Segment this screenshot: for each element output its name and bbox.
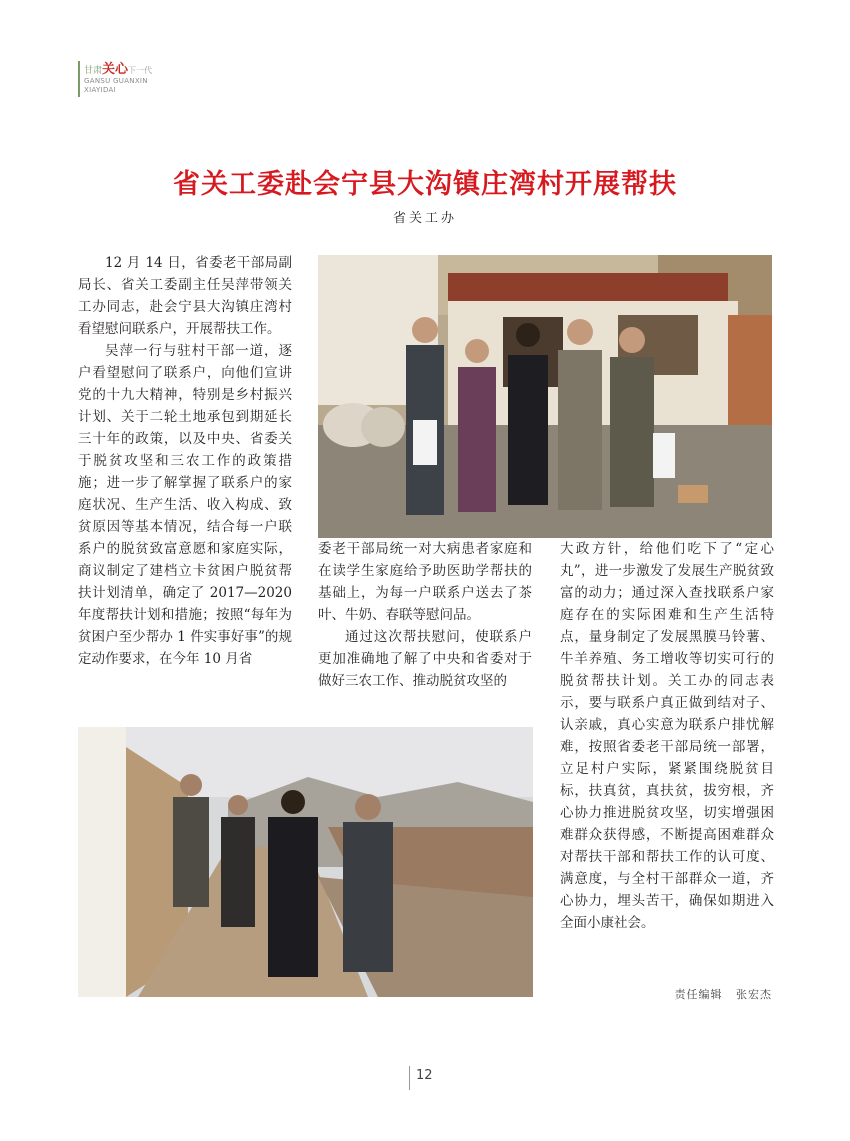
- logo-divider: [78, 61, 80, 97]
- article-column-2: [318, 538, 532, 692]
- editor-credit: [675, 986, 773, 1002]
- article-author: 省关工办: [392, 211, 457, 226]
- paragraph: 委老干部局统一对大病患者家庭和在读学生家庭给予助医助学帮扶的基础上，为每一户联系户送去了茶叶、牛奶、春联等慰问品。: [318, 541, 532, 623]
- logo-suffix: 下一代: [128, 66, 153, 75]
- photo-walking-village: [78, 727, 533, 997]
- photo-villagers-visit: [318, 255, 772, 538]
- logo-english-line-2: XIAYIDAI: [84, 86, 116, 94]
- logo-english-line-1: GANSU GUANXIN: [84, 77, 148, 85]
- article-column-1: [78, 252, 292, 670]
- logo-main-text: 关心: [102, 62, 129, 77]
- paragraph: 12 月 14 日，省委老干部局副局长、省关工委副主任吴萍带领关工办同志，赴会宁县大沟镇庄湾村看望慰问联系户，开展帮扶工作。: [78, 255, 292, 337]
- article-column-3: [560, 538, 774, 934]
- paragraph: 通过这次帮扶慰问，使联系户更加准确地了解了中央和省委对于做好三农工作、推动脱贫攻坚的: [318, 629, 532, 689]
- editor-label: 责任编辑: [674, 988, 723, 1001]
- editor-name: 张宏杰: [736, 988, 772, 1001]
- page-number-divider: [409, 1066, 410, 1090]
- magazine-logo: [78, 58, 188, 100]
- article-title: 省关工委赴会宁县大沟镇庄湾村开展帮扶: [173, 169, 677, 200]
- paragraph: 大政方针，给他们吃下了“定心丸”，进一步激发了发展生产脱贫致富的动力；通过深入查找联系户家庭存在的实际困难和生产生活特点，量身制定了发展黑膜马铃薯、牛羊养殖、务工增收等切实可行的脱贫帮扶计划。关工办的同志表示，要与联系户真正做到结对子、认亲戚，真心实意为联系户排忧解难，按照省委老干部局统一部署，立足村户实际，紧紧围绕脱贫目标，扶真贫，真扶贫，拔穷根，齐心协力推进脱贫攻坚，切实增强困难群众获得感，不断提高困难群众对帮扶干部和帮扶工作的认可度、满意度，与全村干部群众一道，齐心协力，埋头苦干，确保如期进入全面小康社会。: [560, 541, 774, 931]
- page-number: 12: [416, 1068, 433, 1083]
- logo-title: [84, 58, 152, 77]
- paragraph: 吴萍一行与驻村干部一道，逐户看望慰问了联系户，向他们宣讲党的十九大精神，特别是乡村振兴计划、关于二轮土地承包到期延长三十年的政策，以及中央、省委关于脱贫攻坚和三农工作的政策措施；进一步了解掌握了联系户的家庭状况、生产生活、收入构成、致贫原因等基本情况，结合每一户联系户的脱贫致富意愿和家庭实际，商议制定了建档立卡贫困户脱贫帮扶计划清单，确定了 2017—2020 年度帮扶计划和措施；按照“每年为贫困户至少帮办 1 件实事好事”的规定动作要求，在今年 10 月省: [78, 343, 292, 667]
- logo-prefix: 甘肃: [84, 66, 103, 76]
